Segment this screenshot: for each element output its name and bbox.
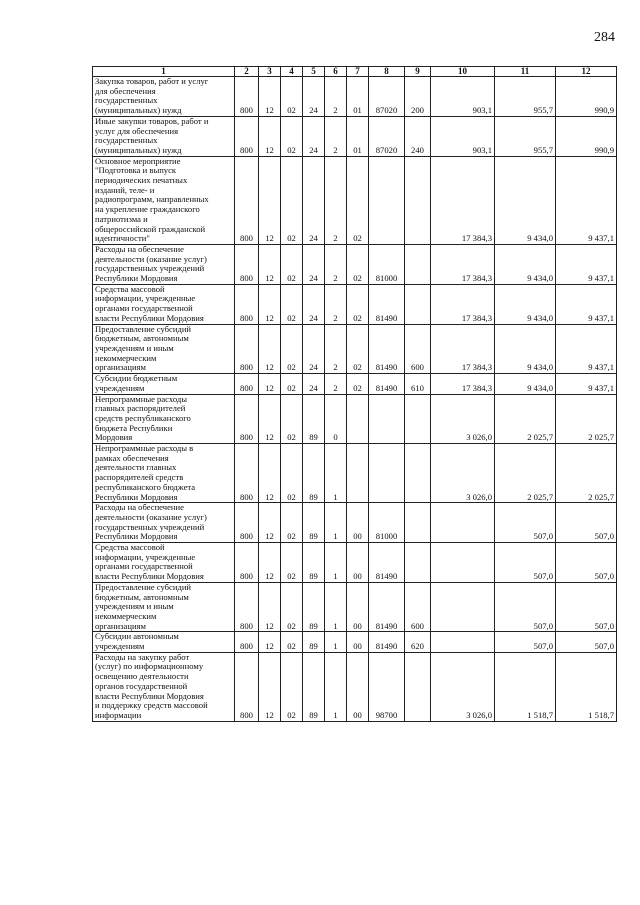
cell-5: 89 [303,582,325,632]
row-label: Закупка товаров, работ и услуг для обеспечения государственных (муниципальных) нужд [93,77,235,117]
cell-12: 9 437,1 [556,284,617,324]
cell-4: 02 [281,652,303,721]
cell-6: 2 [325,284,347,324]
cell-4: 02 [281,156,303,244]
cell-3: 12 [259,244,281,284]
cell-2: 800 [235,156,259,244]
cell-3: 12 [259,632,281,652]
table-row [93,244,617,284]
cell-9: 600 [405,582,431,632]
cell-8 [369,394,405,444]
cell-7: 01 [347,77,369,117]
cell-5: 24 [303,324,325,374]
cell-10: 903,1 [431,116,495,156]
cell-11: 9 434,0 [495,284,556,324]
cell-5: 89 [303,503,325,543]
cell-10: 17 384,3 [431,374,495,394]
col-header: 1 [93,67,235,77]
cell-3: 12 [259,652,281,721]
cell-10: 17 384,3 [431,284,495,324]
cell-7: 01 [347,116,369,156]
cell-7: 02 [347,156,369,244]
row-label: Непрограммные расходы в рамках обеспечения деятельности главных распорядителей средств республиканского бюджета Республики Мордовия [93,444,235,503]
row-label: Непрограммные расходы главных распорядителей средств республиканского бюджета Республики Мордовия [93,394,235,444]
cell-3: 12 [259,284,281,324]
cell-8: 81490 [369,543,405,583]
cell-8: 81000 [369,244,405,284]
cell-5: 89 [303,543,325,583]
cell-6: 2 [325,77,347,117]
cell-9: 620 [405,632,431,652]
col-header: 12 [556,67,617,77]
cell-2: 800 [235,582,259,632]
cell-10: 3 026,0 [431,394,495,444]
cell-8: 98700 [369,652,405,721]
cell-11: 955,7 [495,77,556,117]
cell-12: 507,0 [556,543,617,583]
cell-12: 9 437,1 [556,156,617,244]
cell-9 [405,394,431,444]
cell-12: 2 025,7 [556,394,617,444]
cell-4: 02 [281,284,303,324]
row-label: Иные закупки товаров, работ и услуг для обеспечения государственных (муниципальных) нужд [93,116,235,156]
cell-11: 507,0 [495,543,556,583]
cell-11: 9 434,0 [495,374,556,394]
col-header: 4 [281,67,303,77]
cell-8: 87020 [369,77,405,117]
cell-10: 3 026,0 [431,652,495,721]
row-label: Субсидии автономным учреждениям [93,632,235,652]
col-header: 3 [259,67,281,77]
cell-11: 2 025,7 [495,394,556,444]
cell-10: 17 384,3 [431,324,495,374]
cell-4: 02 [281,503,303,543]
cell-9 [405,156,431,244]
cell-4: 02 [281,116,303,156]
cell-11: 9 434,0 [495,244,556,284]
col-header: 6 [325,67,347,77]
col-header: 7 [347,67,369,77]
cell-12: 990,9 [556,77,617,117]
table-row [93,632,617,652]
cell-2: 800 [235,394,259,444]
cell-7: 02 [347,374,369,394]
cell-2: 800 [235,324,259,374]
row-label: Основное мероприятие "Подготовка и выпуск периодических печатных изданий, теле- и радиопрограмм, направленных на укрепление гражданского патриотизма и общероссийской гражданской идентичности" [93,156,235,244]
cell-3: 12 [259,116,281,156]
page-number: 284 [594,30,615,45]
cell-12: 507,0 [556,503,617,543]
cell-10 [431,582,495,632]
cell-12: 1 518,7 [556,652,617,721]
cell-7: 02 [347,324,369,374]
table-row [93,394,617,444]
cell-3: 12 [259,444,281,503]
cell-2: 800 [235,77,259,117]
cell-10: 17 384,3 [431,244,495,284]
cell-6: 2 [325,374,347,394]
col-header: 10 [431,67,495,77]
cell-7: 02 [347,284,369,324]
table-row [93,156,617,244]
cell-12: 990,9 [556,116,617,156]
cell-3: 12 [259,156,281,244]
cell-4: 02 [281,582,303,632]
cell-10 [431,543,495,583]
cell-9: 600 [405,324,431,374]
cell-8: 81490 [369,374,405,394]
cell-4: 02 [281,324,303,374]
cell-6: 2 [325,324,347,374]
table-row [93,444,617,503]
cell-3: 12 [259,324,281,374]
cell-2: 800 [235,632,259,652]
cell-2: 800 [235,116,259,156]
cell-4: 02 [281,632,303,652]
table-row [93,582,617,632]
cell-5: 24 [303,156,325,244]
table-row [93,116,617,156]
row-label: Предоставление субсидий бюджетным, автономным учреждениям и иным некоммерческим организациям [93,582,235,632]
row-label: Расходы на обеспечение деятельности (оказание услуг) государственных учреждений Республики Мордовия [93,503,235,543]
cell-5: 89 [303,444,325,503]
cell-11: 2 025,7 [495,444,556,503]
cell-9 [405,284,431,324]
col-header: 9 [405,67,431,77]
cell-5: 89 [303,394,325,444]
row-label: Расходы на закупку работ (услуг) по информационному освещению деятельности органов государственной власти Республики Мордовия и поддержку средств массовой информации [93,652,235,721]
table-row [93,652,617,721]
cell-11: 955,7 [495,116,556,156]
cell-3: 12 [259,582,281,632]
cell-12: 507,0 [556,632,617,652]
cell-2: 800 [235,543,259,583]
cell-9: 200 [405,77,431,117]
cell-5: 24 [303,374,325,394]
cell-4: 02 [281,77,303,117]
cell-7: 00 [347,632,369,652]
cell-9: 610 [405,374,431,394]
row-label: Средства массовой информации, учрежденные органами государственной власти Республики Мордовия [93,284,235,324]
cell-5: 24 [303,116,325,156]
cell-11: 507,0 [495,582,556,632]
cell-12: 9 437,1 [556,374,617,394]
cell-8: 81490 [369,284,405,324]
cell-10 [431,503,495,543]
cell-6: 1 [325,543,347,583]
cell-2: 800 [235,503,259,543]
table-row [93,503,617,543]
cell-6: 1 [325,582,347,632]
cell-12: 9 437,1 [556,244,617,284]
cell-6: 0 [325,394,347,444]
row-label: Средства массовой информации, учрежденные органами государственной власти Республики Мордовия [93,543,235,583]
cell-3: 12 [259,503,281,543]
cell-11: 9 434,0 [495,324,556,374]
cell-3: 12 [259,374,281,394]
cell-3: 12 [259,77,281,117]
cell-7: 00 [347,652,369,721]
cell-8: 81490 [369,632,405,652]
cell-10: 903,1 [431,77,495,117]
table-row [93,374,617,394]
cell-7: 00 [347,582,369,632]
cell-4: 02 [281,444,303,503]
cell-7: 00 [347,543,369,583]
cell-6: 2 [325,156,347,244]
table-row [93,324,617,374]
table-row [93,543,617,583]
row-label: Предоставление субсидий бюджетным, автономным учреждениям и иным некоммерческим организациям [93,324,235,374]
cell-8: 81490 [369,324,405,374]
cell-2: 800 [235,284,259,324]
cell-5: 24 [303,77,325,117]
cell-9 [405,652,431,721]
budget-table [92,66,617,722]
cell-11: 1 518,7 [495,652,556,721]
cell-7 [347,394,369,444]
cell-12: 2 025,7 [556,444,617,503]
cell-3: 12 [259,394,281,444]
cell-7: 00 [347,503,369,543]
cell-9 [405,543,431,583]
cell-2: 800 [235,374,259,394]
cell-7: 02 [347,244,369,284]
cell-2: 800 [235,244,259,284]
cell-8 [369,444,405,503]
cell-10: 3 026,0 [431,444,495,503]
cell-11: 9 434,0 [495,156,556,244]
cell-9 [405,444,431,503]
cell-5: 89 [303,632,325,652]
cell-8: 81490 [369,582,405,632]
col-header: 2 [235,67,259,77]
row-label: Субсидии бюджетным учреждениям [93,374,235,394]
cell-8: 87020 [369,116,405,156]
cell-6: 1 [325,632,347,652]
cell-9: 240 [405,116,431,156]
cell-6: 1 [325,503,347,543]
cell-3: 12 [259,543,281,583]
cell-12: 9 437,1 [556,324,617,374]
cell-5: 89 [303,652,325,721]
table-row [93,77,617,117]
cell-8: 81000 [369,503,405,543]
cell-6: 1 [325,444,347,503]
cell-6: 1 [325,652,347,721]
cell-4: 02 [281,543,303,583]
cell-10 [431,632,495,652]
cell-4: 02 [281,374,303,394]
cell-9 [405,244,431,284]
cell-2: 800 [235,652,259,721]
col-header: 5 [303,67,325,77]
cell-6: 2 [325,244,347,284]
cell-10: 17 384,3 [431,156,495,244]
cell-5: 24 [303,244,325,284]
cell-11: 507,0 [495,503,556,543]
header-row [93,67,617,77]
col-header: 8 [369,67,405,77]
cell-9 [405,503,431,543]
cell-4: 02 [281,244,303,284]
cell-2: 800 [235,444,259,503]
cell-7 [347,444,369,503]
cell-6: 2 [325,116,347,156]
table-row [93,284,617,324]
row-label: Расходы на обеспечение деятельности (оказание услуг) государственных учреждений Республики Мордовия [93,244,235,284]
cell-8 [369,156,405,244]
cell-12: 507,0 [556,582,617,632]
cell-11: 507,0 [495,632,556,652]
col-header: 11 [495,67,556,77]
cell-4: 02 [281,394,303,444]
cell-5: 24 [303,284,325,324]
